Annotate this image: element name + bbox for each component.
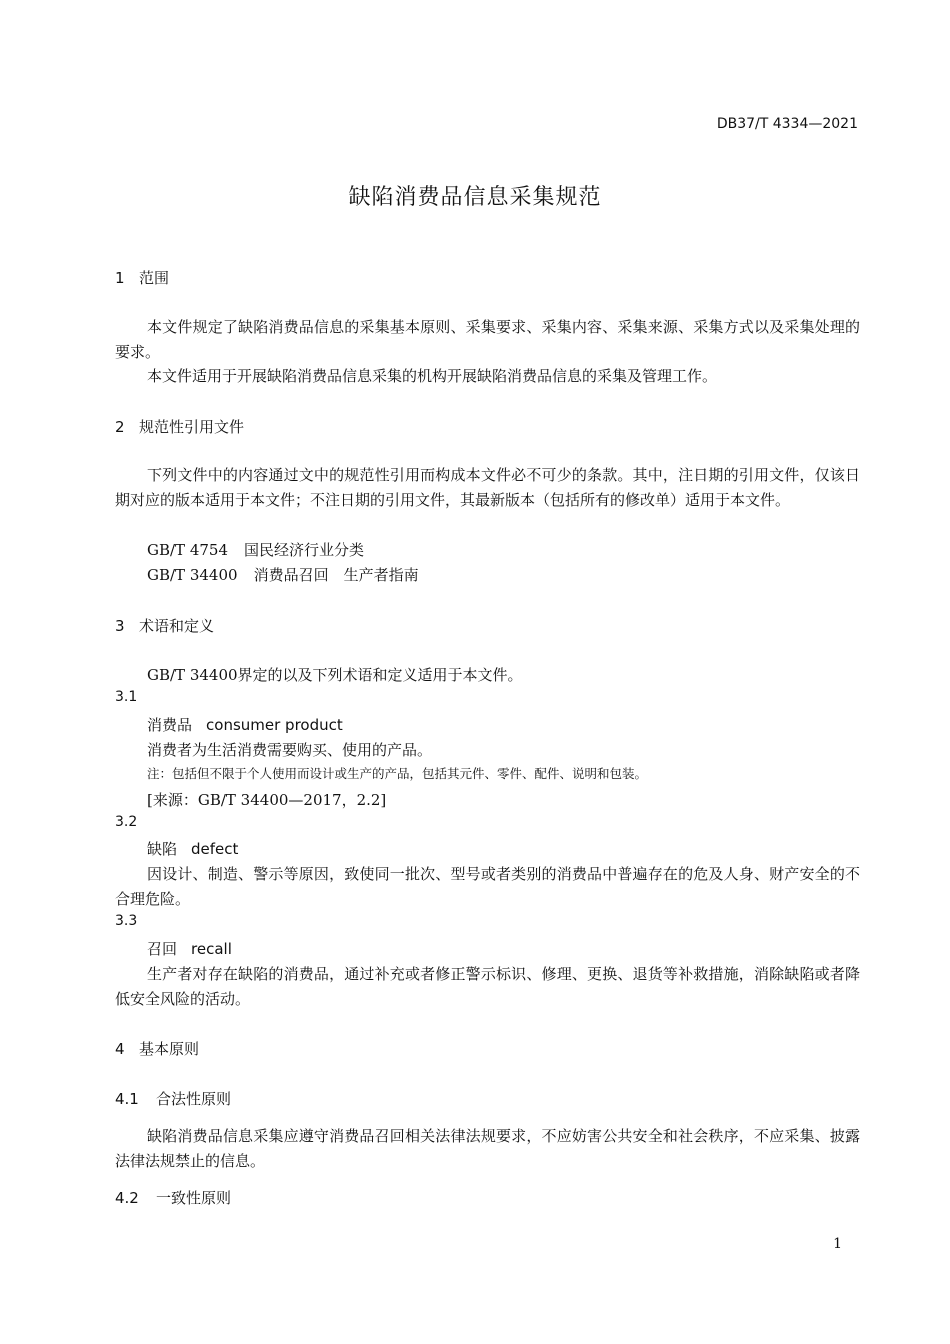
- term-en: recall: [191, 940, 232, 958]
- term-entry: [147, 838, 238, 859]
- section-4-heading: [115, 1038, 199, 1059]
- term-entry: [147, 714, 343, 735]
- term-number: 3.3: [115, 913, 138, 929]
- document-code: DB37/T 4334—2021: [716, 116, 858, 132]
- reference-title: 消费品召回 生产者指南: [253, 566, 419, 584]
- term-definition: 因设计、制造、警示等原因，致使同一批次、型号或者类别的消费品中普遍存在的危及人身、财产安全的不合理危险。: [115, 865, 860, 908]
- term-zh: 召回: [147, 940, 178, 958]
- term-note: 注：包括但不限于个人使用而设计或生产的产品，包括其元件、零件、配件、说明和包装。: [147, 766, 648, 781]
- section-title: 规范性引用文件: [139, 418, 245, 436]
- section-title: 术语和定义: [139, 617, 215, 635]
- term-number: 3.2: [115, 814, 138, 830]
- term-number: 3.1: [115, 689, 138, 705]
- subsection-number: 4.1: [115, 1090, 139, 1108]
- terms-intro: GB/T 34400界定的以及下列术语和定义适用于本文件。: [147, 666, 523, 684]
- term-zh: 缺陷: [147, 840, 178, 858]
- paragraph: 本文件适用于开展缺陷消费品信息采集的机构开展缺陷消费品信息的采集及管理工作。: [147, 367, 718, 385]
- section-1-heading: [115, 267, 169, 288]
- section-title: 范围: [139, 269, 170, 287]
- subsection-title: 一致性原则: [156, 1189, 232, 1207]
- section-title: 基本原则: [139, 1040, 200, 1058]
- subsection-4-2-heading: [115, 1187, 231, 1208]
- term-definition: 生产者对存在缺陷的消费品，通过补充或者修正警示标识、修理、更换、退货等补救措施，消除缺陷或者降低安全风险的活动。: [115, 965, 860, 1008]
- section-2-heading: [115, 416, 244, 437]
- paragraph: 缺陷消费品信息采集应遵守消费品召回相关法律法规要求，不应妨害公共安全和社会秩序，不应采集、披露法律法规禁止的信息。: [115, 1127, 860, 1170]
- term-source: [来源：GB/T 34400—2017，2.2]: [147, 791, 387, 809]
- term-zh: 消费品: [147, 716, 193, 734]
- normative-reference: [147, 563, 419, 587]
- subsection-number: 4.2: [115, 1189, 139, 1207]
- reference-code: GB/T 34400: [147, 566, 238, 584]
- page-number: 1: [833, 1236, 842, 1252]
- section-number: 2: [115, 418, 125, 436]
- section-3-heading: [115, 615, 214, 636]
- reference-code: GB/T 4754: [147, 541, 229, 559]
- paragraph: 本文件规定了缺陷消费品信息的采集基本原则、采集要求、采集内容、采集来源、采集方式以及采集处理的要求。: [115, 318, 860, 361]
- paragraph: 下列文件中的内容通过文中的规范性引用而构成本文件必不可少的条款。其中，注日期的引用文件，仅该日期对应的版本适用于本文件；不注日期的引用文件，其最新版本（包括所有的修改单）适用于本文件。: [115, 466, 860, 509]
- subsection-4-1-heading: [115, 1088, 231, 1109]
- term-en: defect: [191, 840, 239, 858]
- term-definition: 消费者为生活消费需要购买、使用的产品。: [147, 741, 433, 759]
- term-en: consumer product: [206, 716, 343, 734]
- reference-title: 国民经济行业分类: [244, 541, 365, 559]
- document-title: 缺陷消费品信息采集规范: [348, 185, 602, 210]
- section-number: 3: [115, 617, 125, 635]
- normative-reference: [147, 538, 364, 562]
- subsection-title: 合法性原则: [156, 1090, 232, 1108]
- section-number: 1: [115, 269, 125, 287]
- section-number: 4: [115, 1040, 125, 1058]
- term-entry: [147, 938, 232, 959]
